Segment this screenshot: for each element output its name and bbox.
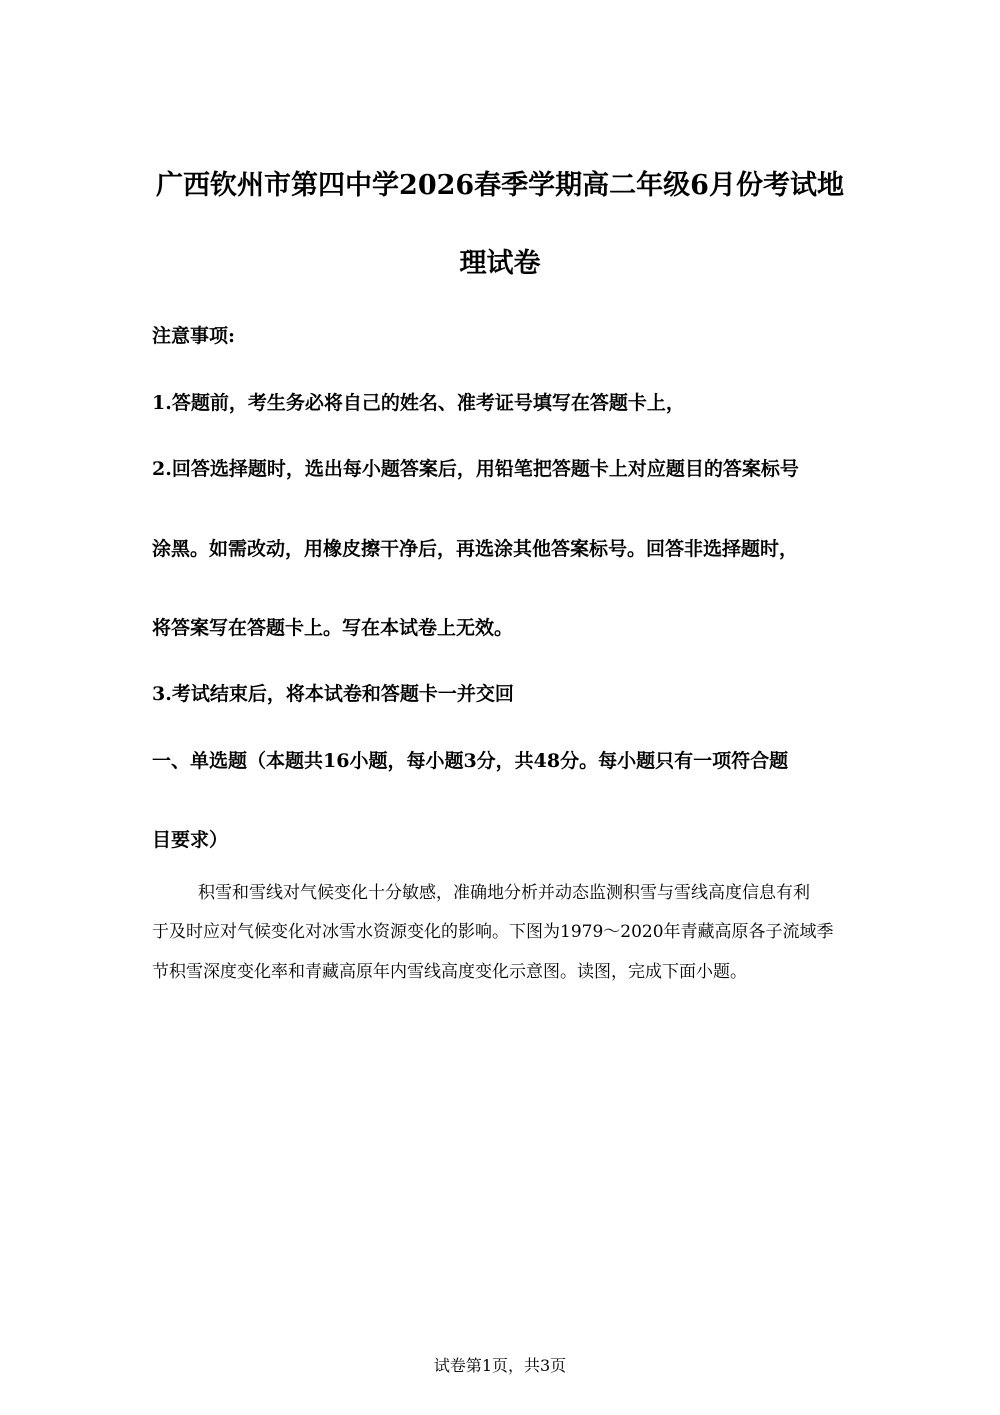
notice-item-2-line-3: 将答案写在答题卡上。写在本试卷上无效。 (152, 617, 514, 639)
page-footer: 试卷第1页，共3页 (433, 1356, 567, 1375)
section-1-heading-line-2: 目要求） (152, 829, 229, 851)
notice-item-3: 3.考试结束后，将本试卷和答题卡一并交回 (152, 683, 514, 705)
notice-heading: 注意事项: (152, 325, 236, 347)
exam-title-line-1: 广西钦州市第四中学2026春季学期高二年级6月份考试地 (156, 170, 844, 201)
exam-title-line-2: 理试卷 (459, 248, 541, 279)
passage-line-2: 于及时应对气候变化对冰雪水资源变化的影响。下图为1979～2020年青藏高原各子流域季 (152, 922, 834, 942)
notice-item-2-line-1: 2.回答选择题时，选出每小题答案后，用铅笔把答题卡上对应题目的答案标号 (152, 458, 799, 480)
section-1-heading-line-1: 一、单选题（本题共16小题，每小题3分，共48分。每小题只有一项符合题 (152, 750, 789, 772)
notice-item-1: 1.答题前，考生务必将自己的姓名、准考证号填写在答题卡上， (152, 392, 685, 414)
passage-line-3: 节积雪深度变化率和青藏高原年内雪线高度变化示意图。读图，完成下面小题。 (152, 962, 747, 982)
notice-item-2-line-2: 涂黑。如需改动，用橡皮擦干净后，再选涂其他答案标号。回答非选择题时， (152, 538, 799, 560)
passage-line-1: 积雪和雪线对气候变化十分敏感，准确地分析并动态监测积雪与雪线高度信息有利 (198, 883, 810, 903)
